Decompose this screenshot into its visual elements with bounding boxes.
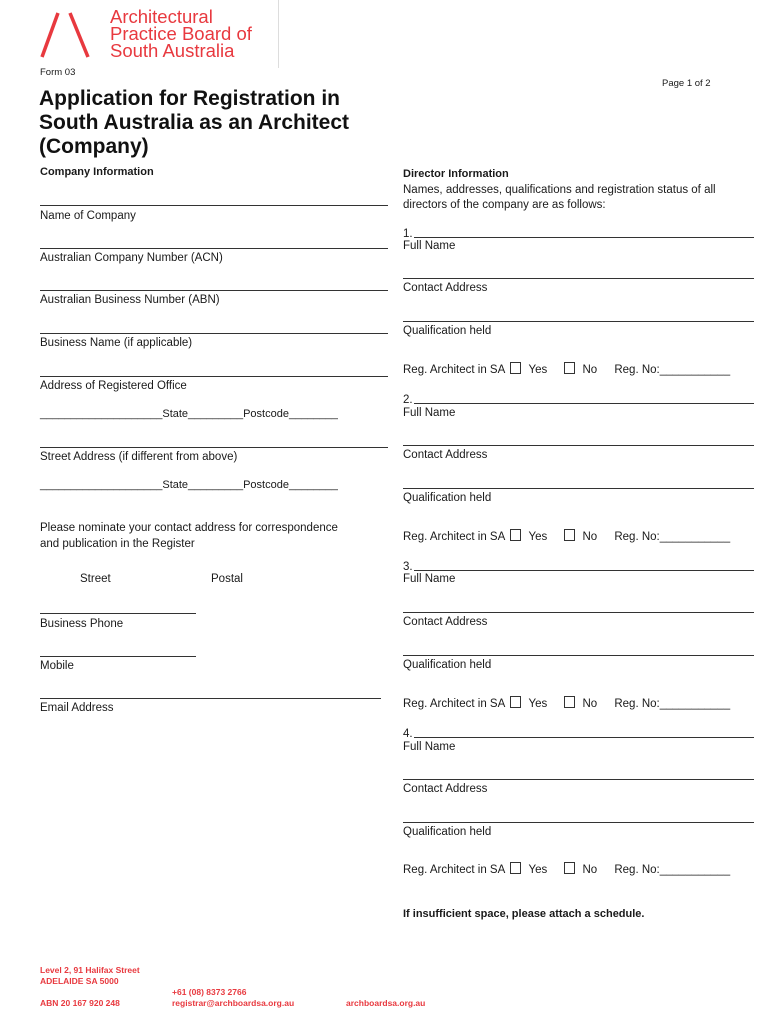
reg-architect-label: Reg. Architect in SA xyxy=(403,364,506,376)
director-3-contact-label: Contact Address xyxy=(403,616,488,628)
email-field[interactable] xyxy=(40,698,381,699)
no-label: No xyxy=(582,364,598,376)
director-3-reg-row xyxy=(403,696,730,710)
org-name xyxy=(110,8,252,59)
company-heading: Company Information xyxy=(40,166,154,178)
business-phone-label: Business Phone xyxy=(40,618,124,630)
director-4-reg-row xyxy=(403,862,730,876)
yes-label: Yes xyxy=(528,698,548,710)
reg-architect-label: Reg. Architect in SA xyxy=(403,531,506,543)
org-name-line1: Architectural xyxy=(110,6,213,27)
director-2-qualification-label: Qualification held xyxy=(403,492,492,504)
director-1-name-field[interactable] xyxy=(414,237,754,238)
insufficient-space-note: If insufficient space, please attach a schedule. xyxy=(403,908,645,920)
mobile-label: Mobile xyxy=(40,660,74,672)
title-line1: Application for Registration in xyxy=(39,87,341,110)
reg-no-field[interactable]: Reg. No:___________ xyxy=(614,864,731,876)
reg-no-field[interactable]: Reg. No:___________ xyxy=(614,531,731,543)
director-4-contact-label: Contact Address xyxy=(403,783,488,795)
footer-address-line1: Level 2, 91 Halifax Street xyxy=(40,965,140,975)
acn-field[interactable] xyxy=(40,248,388,249)
yes-checkbox[interactable] xyxy=(510,362,521,374)
mobile-field[interactable] xyxy=(40,656,196,657)
director-1-number: 1. xyxy=(403,228,413,240)
director-1-full-name-label: Full Name xyxy=(403,240,456,252)
director-intro-line2: directors of the company are as follows: xyxy=(403,199,606,211)
nominate-text xyxy=(40,520,338,552)
nominate-line1: Please nominate your contact address for correspondence xyxy=(40,522,338,534)
director-heading: Director Information xyxy=(403,168,509,180)
footer-contact xyxy=(172,987,294,1009)
director-intro xyxy=(403,183,716,213)
no-checkbox[interactable] xyxy=(564,362,575,374)
no-checkbox[interactable] xyxy=(564,696,575,708)
business-name-field[interactable] xyxy=(40,333,388,334)
footer-website[interactable]: archboardsa.org.au xyxy=(346,998,426,1008)
no-label: No xyxy=(582,864,598,876)
director-2-full-name-label: Full Name xyxy=(403,407,456,419)
director-1-qualification-label: Qualification held xyxy=(403,325,492,337)
director-4-name-field[interactable] xyxy=(414,737,754,738)
street-address-label: Street Address (if different from above) xyxy=(40,451,238,463)
director-2-reg-row xyxy=(403,529,730,543)
director-2-contact-field[interactable] xyxy=(403,445,754,446)
street-option[interactable]: Street xyxy=(80,573,111,585)
email-label: Email Address xyxy=(40,702,114,714)
director-3-number: 3. xyxy=(403,561,413,573)
yes-label: Yes xyxy=(528,864,548,876)
director-4-contact-field[interactable] xyxy=(403,779,754,780)
yes-checkbox[interactable] xyxy=(510,696,521,708)
director-3-contact-field[interactable] xyxy=(403,612,754,613)
reg-no-field[interactable]: Reg. No:___________ xyxy=(614,364,731,376)
abn-label: Australian Business Number (ABN) xyxy=(40,294,220,306)
director-3-qualification-field[interactable] xyxy=(403,655,754,656)
director-intro-line1: Names, addresses, qualifications and registration status of all xyxy=(403,184,716,196)
org-name-line3: South Australia xyxy=(110,40,235,61)
page-indicator: Page 1 of 2 xyxy=(662,78,711,89)
director-2-name-field[interactable] xyxy=(414,403,754,404)
director-4-full-name-label: Full Name xyxy=(403,741,456,753)
business-name-label: Business Name (if applicable) xyxy=(40,337,193,349)
footer-phone[interactable]: +61 (08) 8373 2766 xyxy=(172,987,247,997)
director-3-qualification-label: Qualification held xyxy=(403,659,492,671)
registered-office-label: Address of Registered Office xyxy=(40,380,187,392)
org-name-line2: Practice Board of xyxy=(110,23,252,44)
director-3-full-name-label: Full Name xyxy=(403,573,456,585)
postal-option[interactable]: Postal xyxy=(211,573,243,585)
acn-label: Australian Company Number (ACN) xyxy=(40,252,223,264)
footer-address xyxy=(40,965,140,987)
director-1-contact-field[interactable] xyxy=(403,278,754,279)
director-1-reg-row xyxy=(403,362,730,376)
director-4-qualification-field[interactable] xyxy=(403,822,754,823)
no-label: No xyxy=(582,531,598,543)
reg-architect-label: Reg. Architect in SA xyxy=(403,698,506,710)
form-number: Form 03 xyxy=(40,67,76,78)
title-line2: South Australia as an Architect xyxy=(39,111,350,134)
company-name-field[interactable] xyxy=(40,205,388,206)
company-name-label: Name of Company xyxy=(40,210,136,222)
header-divider xyxy=(278,0,279,68)
street-state-postcode-field[interactable]: ____________________State_________Postcode________ xyxy=(40,479,338,491)
business-phone-field[interactable] xyxy=(40,613,196,614)
registered-office-field[interactable] xyxy=(40,376,388,377)
logo-mark xyxy=(36,11,98,59)
director-2-contact-label: Contact Address xyxy=(403,449,488,461)
yes-checkbox[interactable] xyxy=(510,529,521,541)
reg-architect-label: Reg. Architect in SA xyxy=(403,864,506,876)
yes-label: Yes xyxy=(528,531,548,543)
director-4-qualification-label: Qualification held xyxy=(403,826,492,838)
title-line3: (Company) xyxy=(39,135,149,158)
page-title xyxy=(39,87,349,159)
footer-abn: ABN 20 167 920 248 xyxy=(40,998,120,1008)
no-checkbox[interactable] xyxy=(564,862,575,874)
director-1-contact-label: Contact Address xyxy=(403,282,488,294)
nominate-line2: and publication in the Register xyxy=(40,538,195,550)
director-4-number: 4. xyxy=(403,728,413,740)
abn-field[interactable] xyxy=(40,290,388,291)
yes-label: Yes xyxy=(528,364,548,376)
reg-no-field[interactable]: Reg. No:___________ xyxy=(614,698,731,710)
director-3-name-field[interactable] xyxy=(414,570,754,571)
yes-checkbox[interactable] xyxy=(510,862,521,874)
director-1-qualification-field[interactable] xyxy=(403,321,754,322)
no-label: No xyxy=(582,698,598,710)
no-checkbox[interactable] xyxy=(564,529,575,541)
director-2-qualification-field[interactable] xyxy=(403,488,754,489)
director-2-number: 2. xyxy=(403,394,413,406)
footer-email[interactable]: registrar@archboardsa.org.au xyxy=(172,998,295,1008)
footer-address-line2: ADELAIDE SA 5000 xyxy=(40,976,119,986)
street-address-field[interactable] xyxy=(40,447,388,448)
registered-state-postcode-field[interactable]: ____________________State_________Postcode________ xyxy=(40,408,338,420)
